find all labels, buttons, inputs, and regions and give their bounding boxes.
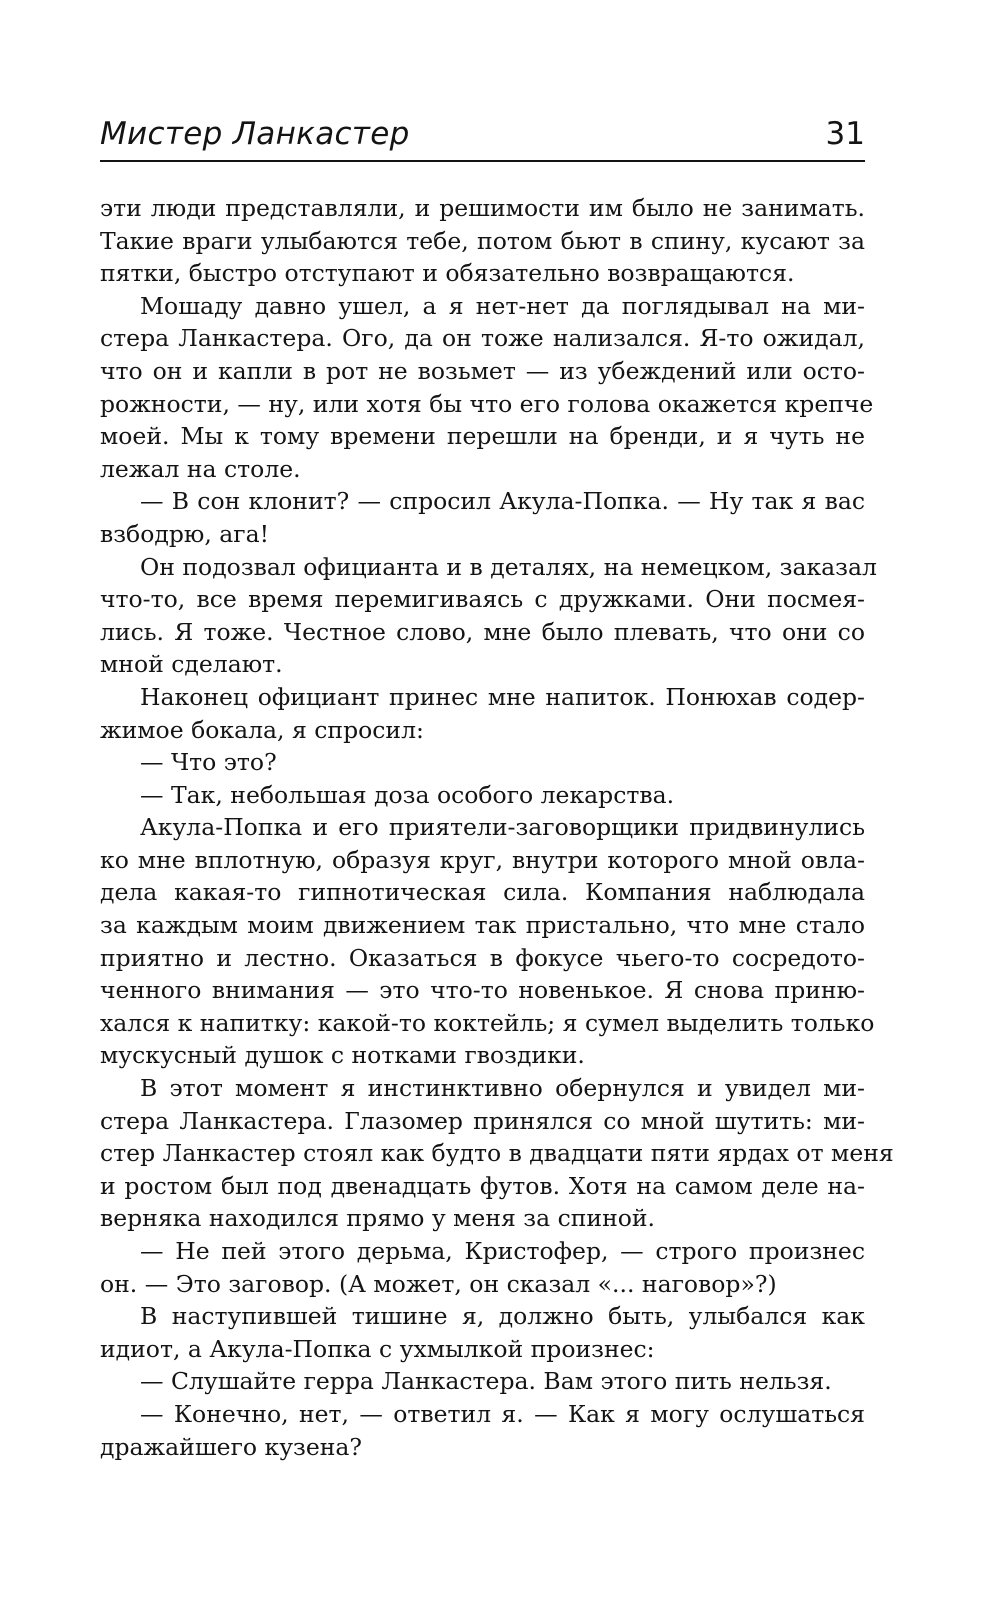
running-title: Мистер Ланкастер	[100, 116, 410, 152]
text-line: дела какая-то гипнотическая сила. Компания наблюдала	[100, 878, 865, 907]
text-line: приятно и лестно. Оказаться в фокусе чьего-то сосредото-	[100, 943, 865, 972]
text-line: В наступившей тишине я, должно быть, улыбался как	[140, 1302, 865, 1331]
text-line: эти люди представляли, и решимости им было не занимать.	[100, 194, 865, 222]
text-line: — Конечно, нет, — ответил я. — Как я могу ослушаться	[140, 1399, 865, 1428]
text-line: дражайшего кузена?	[100, 1432, 363, 1461]
running-header	[100, 110, 865, 162]
text-line: хался к напитку: какой-то коктейль; я сумел выделить только	[100, 1008, 875, 1037]
body-text	[100, 192, 894, 1463]
text-line: — В сон клонит? — спросил Акула-Попка. — Ну так я вас	[140, 487, 865, 516]
text-line: ко мне вплотную, образуя круг, внутри которого мной овла-	[100, 845, 865, 874]
text-line: — Не пей этого дерьма, Кристофер, — строго произнес	[140, 1237, 865, 1265]
text-line: он. — Это заговор. (А может, он сказал «... наговор»?)	[100, 1269, 777, 1298]
text-line: что он и капли в рот не возьмет — из убеждений или осто-	[100, 356, 865, 385]
text-line: В этот момент я инстинктивно обернулся и увидел ми-	[140, 1074, 865, 1103]
text-line: — Так, небольшая доза особого лекарства.	[140, 780, 675, 809]
text-line: стера Ланкастера. Глазомер принялся со мной шутить: ми-	[100, 1106, 865, 1135]
text-line: Такие враги улыбаются тебе, потом бьют в спину, кусают за	[100, 226, 865, 255]
text-line: идиот, а Акула-Попка с ухмылкой произнес:	[100, 1334, 655, 1363]
text-line: Он подозвал официанта и в деталях, на немецком, заказал	[140, 552, 877, 581]
text-line: взбодрю, ага!	[100, 519, 270, 548]
text-line: жимое бокала, я спросил:	[100, 715, 424, 744]
text-line: Наконец официант принес мне напиток. Понюхав содер-	[140, 682, 865, 711]
text-line: моей. Мы к тому времени перешли на бренди, и я чуть не	[100, 422, 865, 451]
text-line: ченного внимания — это что-то новенькое. Я снова приню-	[100, 976, 865, 1005]
text-line: и ростом был под двенадцать футов. Хотя на самом деле на-	[100, 1171, 865, 1200]
text-line: что-то, все время перемигиваясь с дружками. Они посмея-	[100, 585, 865, 614]
text-line: Акула-Попка и его приятели-заговорщики придвинулись	[140, 813, 865, 842]
text-line: пятки, быстро отступают и обязательно возвращаются.	[100, 259, 795, 288]
text-line: — Что это?	[140, 748, 277, 777]
text-line: мускусный душок с нотками гвоздики.	[100, 1041, 585, 1070]
text-line: рожности, — ну, или хотя бы что его голова окажется крепче	[100, 389, 874, 418]
text-line: лежал на столе.	[100, 454, 301, 483]
text-line: стера Ланкастера. Ого, да он тоже нализался. Я-то ожидал,	[100, 324, 865, 353]
text-line: за каждым моим движением так пристально, что мне стало	[100, 911, 865, 940]
text-line: Мошаду давно ушел, а я нет-нет да поглядывал на ми-	[140, 291, 865, 320]
text-line: лись. Я тоже. Честное слово, мне было плевать, что они со	[100, 617, 865, 646]
text-line: — Слушайте герра Ланкастера. Вам этого пить нельзя.	[140, 1367, 832, 1396]
page-number: 31	[825, 116, 865, 152]
text-line: стер Ланкастер стоял как будто в двадцати пяти ярдах от меня	[100, 1139, 894, 1168]
text-line: верняка находился прямо у меня за спиной.	[100, 1204, 656, 1233]
text-line: мной сделают.	[100, 650, 283, 679]
